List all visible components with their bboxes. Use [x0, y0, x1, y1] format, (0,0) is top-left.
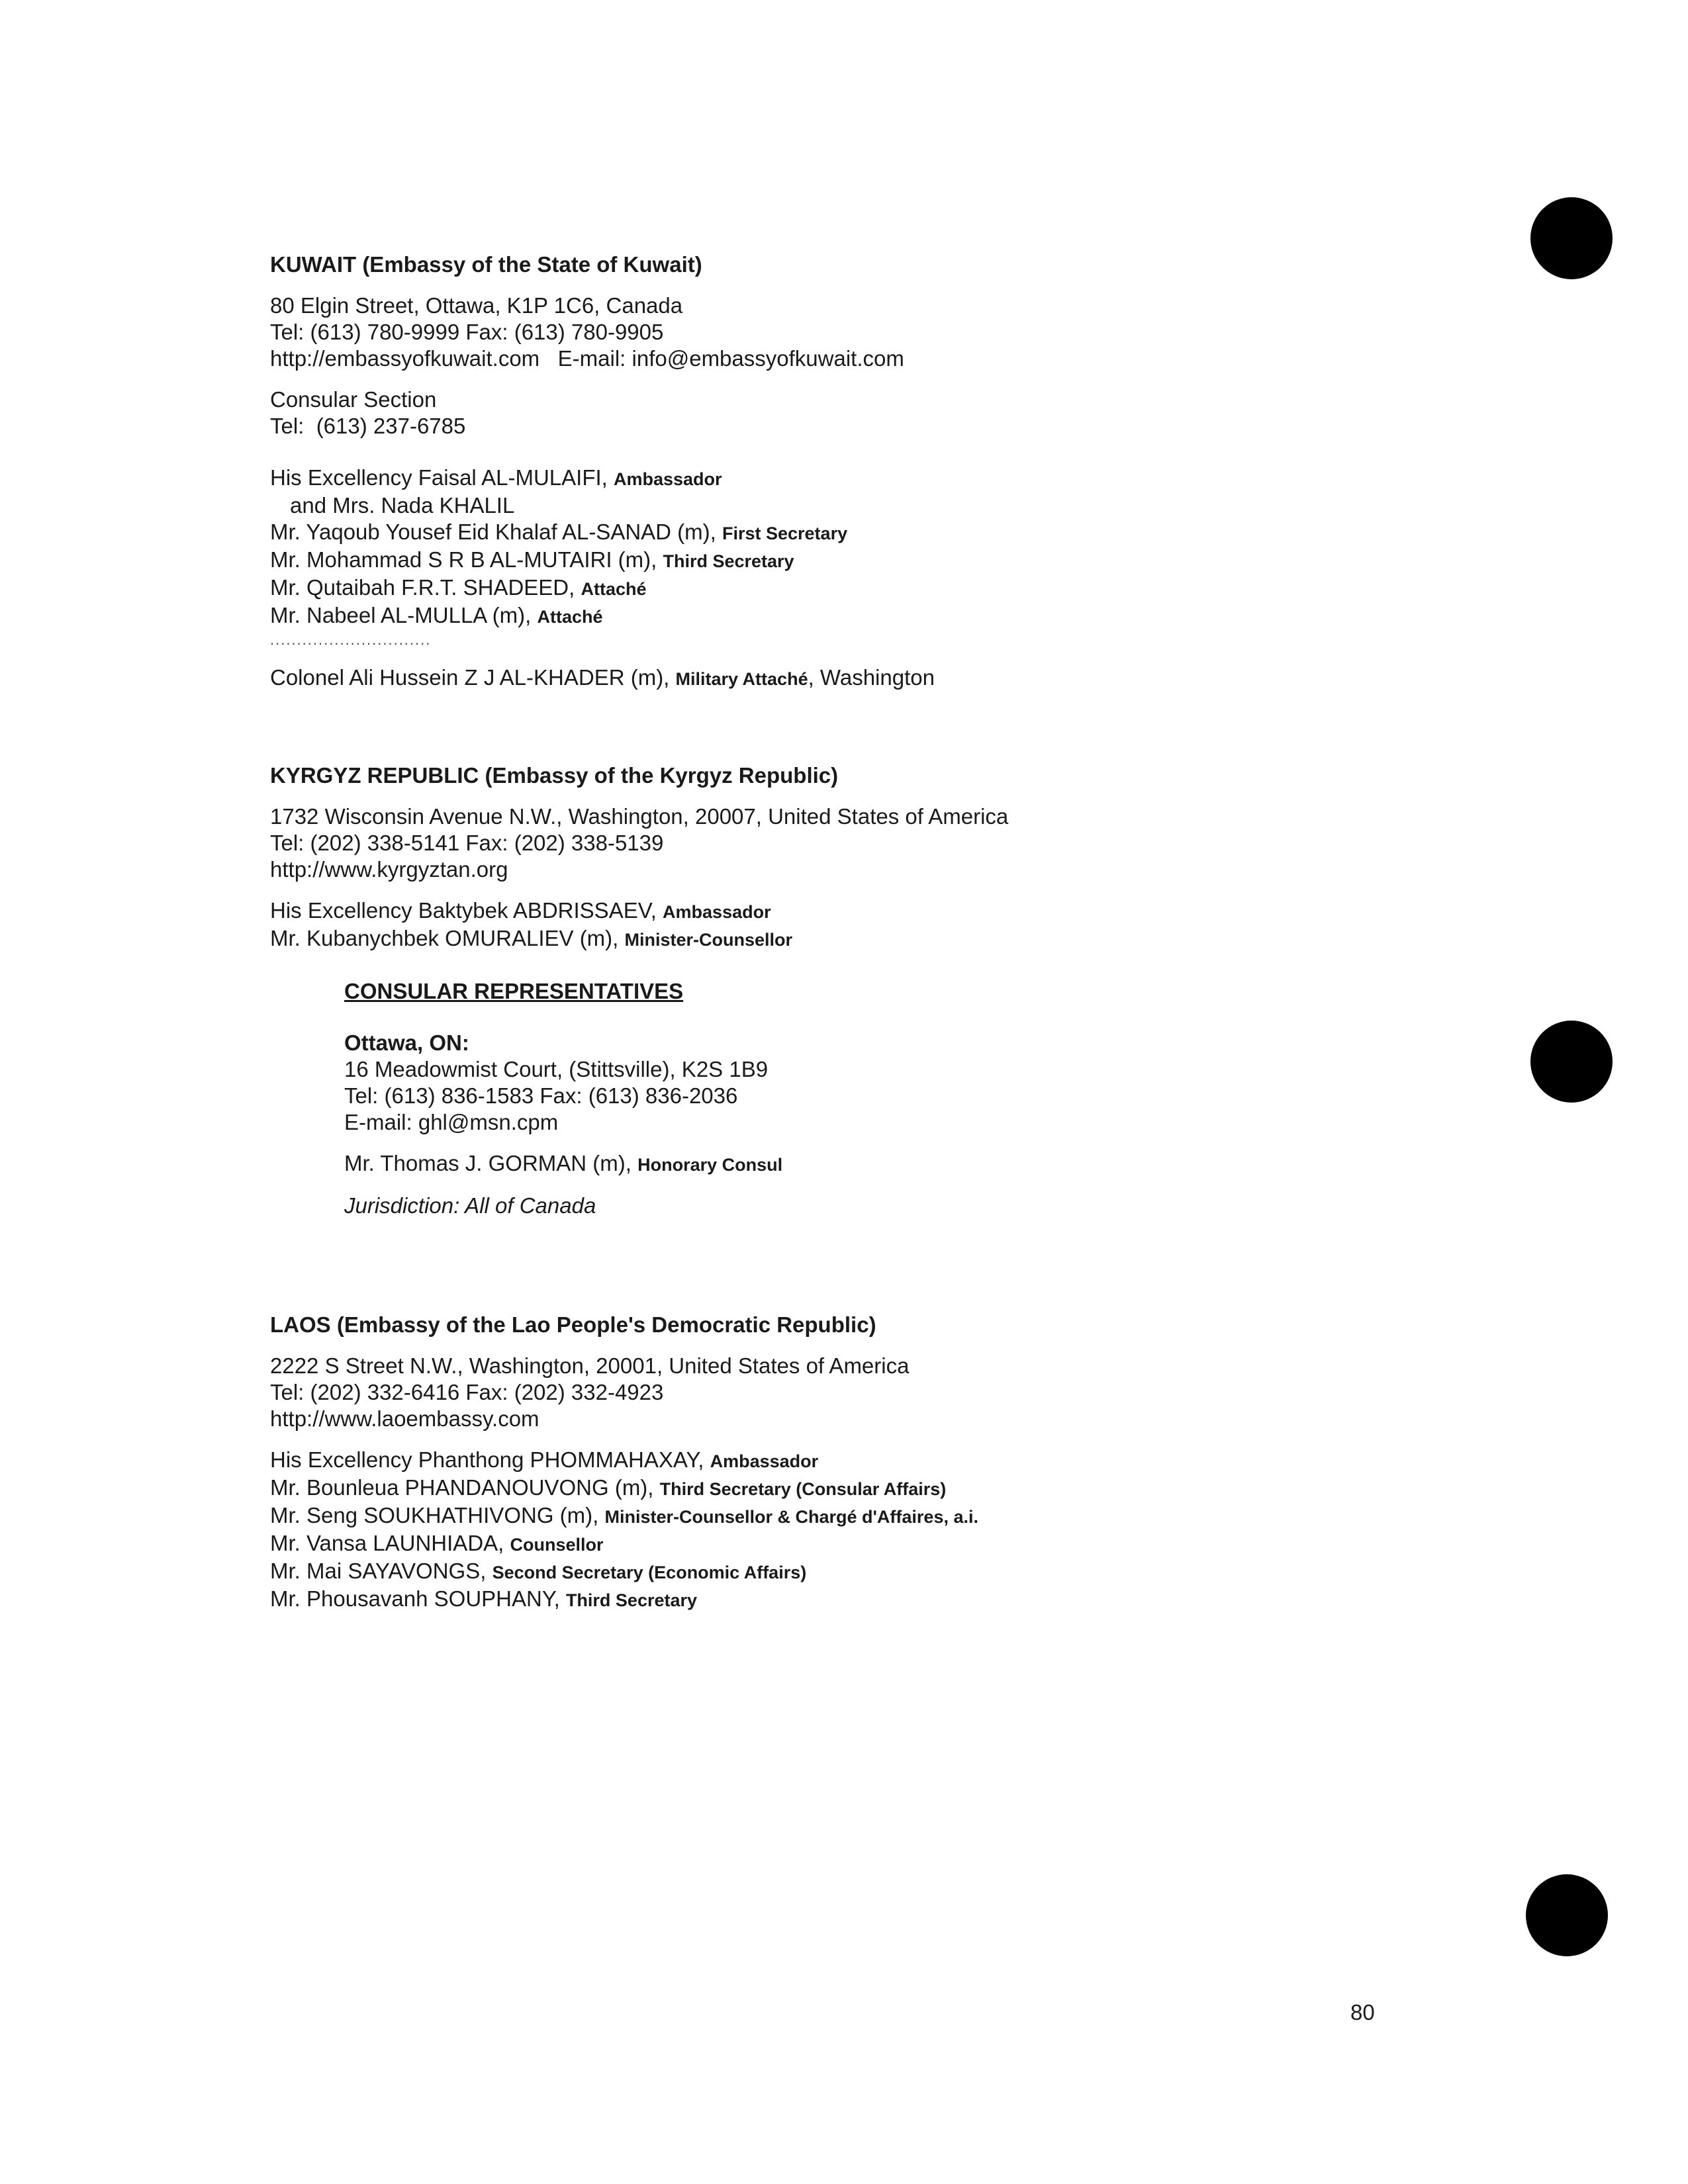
kuwait-consular-label: Consular Section — [270, 387, 437, 412]
punch-hole-top — [1530, 197, 1613, 279]
kuwait-consular-tel: Tel: (613) 237-6785 — [270, 414, 466, 438]
staff-line: Mr. Bounleua PHANDANOUVONG (m), Third Secretary (Consular Affairs) — [270, 1475, 947, 1500]
staff-line: His Excellency Phanthong PHOMMAHAXAY, Ambassador — [270, 1447, 819, 1472]
laos-address: 2222 S Street N.W., Washington, 20001, United States of America — [270, 1353, 910, 1378]
staff-line: Mr. Phousavanh SOUPHANY, Third Secretary — [270, 1586, 698, 1611]
kuwait-address: 80 Elgin Street, Ottawa, K1P 1C6, Canada — [270, 293, 683, 318]
laos-heading: LAOS (Embassy of the Lao People's Democratic Republic) — [270, 1312, 876, 1337]
staff-line: Mr. Seng SOUKHATHIVONG (m), Minister-Counsellor & Chargé d'Affaires, a.i. — [270, 1503, 978, 1527]
staff-line: Mr. Kubanychbek OMURALIEV (m), Minister-Counsellor — [270, 926, 793, 950]
kyrgyz-web: http://www.kyrgyztan.org — [270, 857, 508, 882]
punch-hole-middle — [1530, 1021, 1613, 1103]
kyrgyz-tel: Tel: (202) 338-5141 Fax: (202) 338-5139 — [270, 831, 664, 855]
military-attache-line: Colonel Ali Hussein Z J AL-KHADER (m), Military Attaché, Washington — [270, 665, 935, 690]
consular-city: Ottawa, ON: — [344, 1030, 469, 1055]
staff-line: His Excellency Faisal AL-MULAIFI, Ambassador — [270, 465, 722, 490]
kyrgyz-heading: KYRGYZ REPUBLIC (Embassy of the Kyrgyz Republic) — [270, 763, 839, 788]
staff-line: Mr. Vansa LAUNHIADA, Counsellor — [270, 1531, 604, 1555]
consular-email: E-mail: ghl@msn.cpm — [344, 1110, 559, 1134]
laos-tel: Tel: (202) 332-6416 Fax: (202) 332-4923 — [270, 1380, 664, 1404]
staff-line: Mr. Yaqoub Yousef Eid Khalaf AL-SANAD (m), First Secretary — [270, 520, 848, 544]
staff-line: and Mrs. Nada KHALIL — [290, 493, 515, 518]
consul-line: Mr. Thomas J. GORMAN (m), Honorary Consul — [344, 1151, 783, 1175]
consular-tel: Tel: (613) 836-1583 Fax: (613) 836-2036 — [344, 1083, 738, 1108]
kuwait-web: http://embassyofkuwait.com E-mail: info@embassyofkuwait.com — [270, 346, 904, 371]
page-number: 80 — [1350, 2000, 1375, 2025]
staff-line: Mr. Mohammad S R B AL-MUTAIRI (m), Third Secretary — [270, 547, 794, 572]
laos-section — [270, 1312, 1528, 1614]
consular-address: 16 Meadowmist Court, (Stittsville), K2S 1B9 — [344, 1057, 769, 1081]
staff-line: Mr. Qutaibah F.R.T. SHADEED, Attaché — [270, 575, 647, 600]
punch-hole-bottom — [1526, 1874, 1608, 1956]
kuwait-section — [270, 251, 1528, 692]
dotted-separator: .............................. — [270, 631, 432, 648]
kuwait-tel: Tel: (613) 780-9999 Fax: (613) 780-9905 — [270, 320, 664, 344]
kyrgyz-address: 1732 Wisconsin Avenue N.W., Washington, 20007, United States of America — [270, 804, 1009, 829]
staff-line: Mr. Nabeel AL-MULLA (m), Attaché — [270, 603, 603, 627]
jurisdiction: Jurisdiction: All of Canada — [344, 1193, 596, 1218]
kuwait-heading: KUWAIT (Embassy of the State of Kuwait) — [270, 252, 702, 277]
consular-representatives — [270, 978, 1528, 1219]
consular-heading: CONSULAR REPRESENTATIVES — [344, 979, 684, 1003]
staff-line: His Excellency Baktybek ABDRISSAEV, Ambassador — [270, 898, 771, 923]
laos-web: http://www.laoembassy.com — [270, 1406, 539, 1431]
kyrgyz-section — [270, 762, 1528, 1219]
staff-line: Mr. Mai SAYAVONGS, Second Secretary (Economic Affairs) — [270, 1559, 807, 1583]
